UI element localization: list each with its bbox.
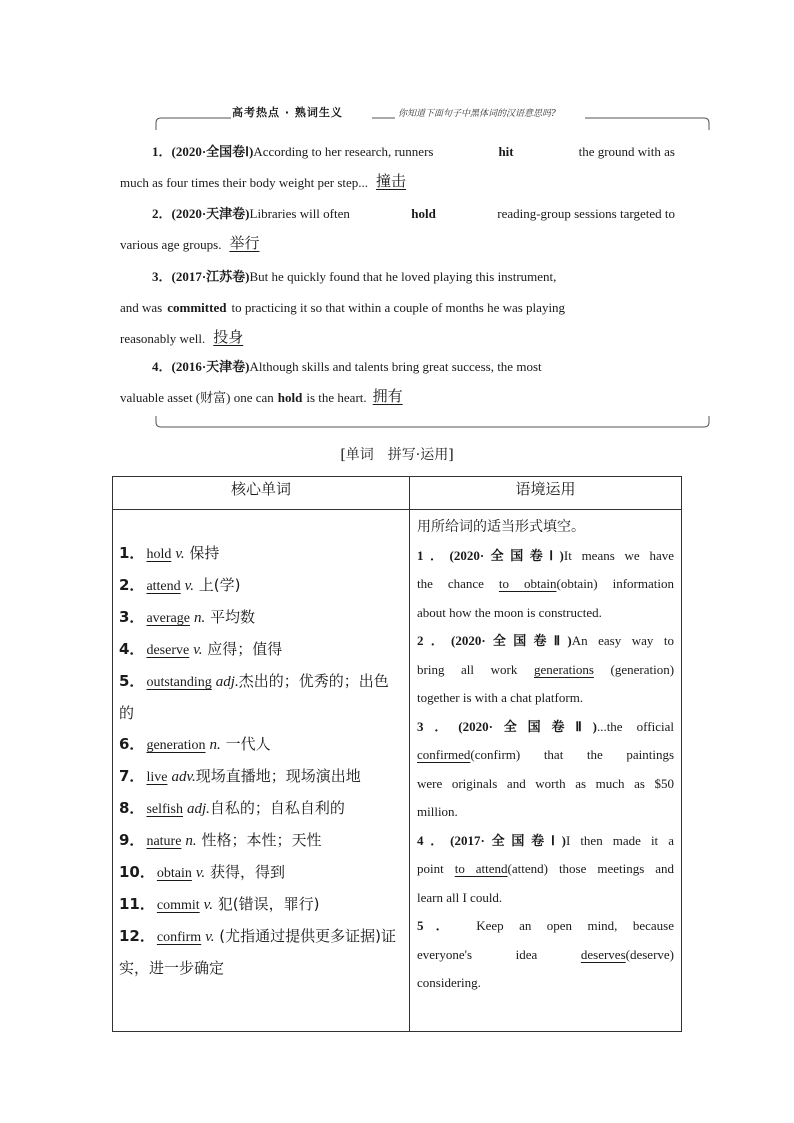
exercise-3-answer: confirmed — [417, 747, 471, 762]
vocab-item: 10． obtain v. 获得，得到 — [119, 863, 285, 881]
example-3: 3．(2017·江苏卷)But he quickly found that he loved playing this instrument, and was committed to practicing it so that within a couple of months he was playing reasonably well. 投身 — [120, 261, 675, 354]
context-exercises: 用所给词的适当形式填空。 1．(2020·全国卷Ⅰ)It means we have the chance to obtain(obtain) information about how the moon is constructed. 2．(2020·全国卷Ⅱ)An easy way to bring all work generations (generation) together is with a chat platform. 3．(2020·全国卷Ⅱ)...the official confirmed(confirm) that the paintings were originals and worth as much as $50 million. 4．(2017·全国卷Ⅰ)I then made it a point to attend(attend) those meetings and learn all I could. 5． Keep an open mind, because everyone's idea deserves(deserve) considering. — [410, 510, 682, 1032]
exercise-1: 1．(2020·全国卷Ⅰ)It means we have — [417, 547, 674, 563]
vocab-item: 9． nature n. 性格；本性；天性 — [119, 831, 322, 849]
vocab-item: 11． commit v. 犯(错误，罪行) — [119, 895, 320, 913]
answer-3: 投身 — [213, 330, 244, 346]
exercise-5-answer: deserves — [580, 946, 626, 962]
exercise-2: 2．(2020·全国卷Ⅱ)An easy way to — [417, 633, 674, 648]
vocab-item: 5． outstanding adj.杰出的；优秀的；出色的 — [119, 672, 389, 722]
instruction: 用所给词的适当形式填空。 — [417, 519, 585, 535]
answer-2: 举行 — [229, 236, 260, 252]
vocab-item: 8． selfish adj.自私的；自私自利的 — [119, 799, 345, 817]
section-heading: [单词 拼写·运用] — [340, 447, 454, 463]
vocab-item: 6． generation n. 一代人 — [119, 735, 271, 753]
example-2: 2．(2020·天津卷)Libraries will often hold reading-group sessions targeted to various age groups. 举行 — [120, 198, 675, 260]
answer-1: 撞击 — [376, 174, 407, 190]
exercise-1-answer: to obtain — [498, 576, 557, 591]
vocab-item: 2． attend v. 上(学) — [119, 576, 241, 594]
vocab-item: 1． hold v. 保持 — [119, 544, 220, 562]
example-1: 1．(2020·全国卷Ⅰ)According to her research, runners hit the ground with as much as four times their body weight per step... 撞击 — [120, 136, 675, 198]
section-subtitle: 你知道下面句子中黑体词的汉语意思吗? — [398, 109, 556, 119]
exercise-3: 3．(2020·全国卷Ⅱ)...the official — [417, 718, 674, 734]
exercise-4: 4．(2017·全国卷Ⅰ)I then made it a — [417, 832, 674, 848]
vocab-list — [113, 510, 410, 1032]
frame-top-border — [155, 117, 710, 131]
section-title: 高考热点 · 熟词生义 — [232, 106, 343, 119]
exercise-5: 5． Keep an open mind, because — [417, 918, 674, 933]
vocabulary-table — [112, 476, 682, 1032]
col-header-core-words: 核心单词 — [113, 477, 410, 510]
vocab-item: 7． live adv.现场直播地；现场演出地 — [119, 767, 361, 785]
vocab-item: 3． average n. 平均数 — [119, 608, 256, 626]
vocab-item: 12． confirm v. (尤指通过提供更多证据)证实，进一步确定 — [119, 927, 396, 977]
col-header-context-use: 语境运用 — [410, 477, 682, 510]
exercise-4-answer: to attend — [454, 861, 508, 876]
exercise-2-answer: generations — [533, 661, 594, 677]
vocab-item: 4． deserve v. 应得；值得 — [119, 640, 283, 658]
example-4: 4．(2016·天津卷)Although skills and talents bring great success, the most valuable asset (财富) one can hold is the heart. 拥有 — [120, 351, 675, 413]
frame-bottom-border — [155, 415, 710, 429]
answer-4: 拥有 — [372, 389, 403, 405]
